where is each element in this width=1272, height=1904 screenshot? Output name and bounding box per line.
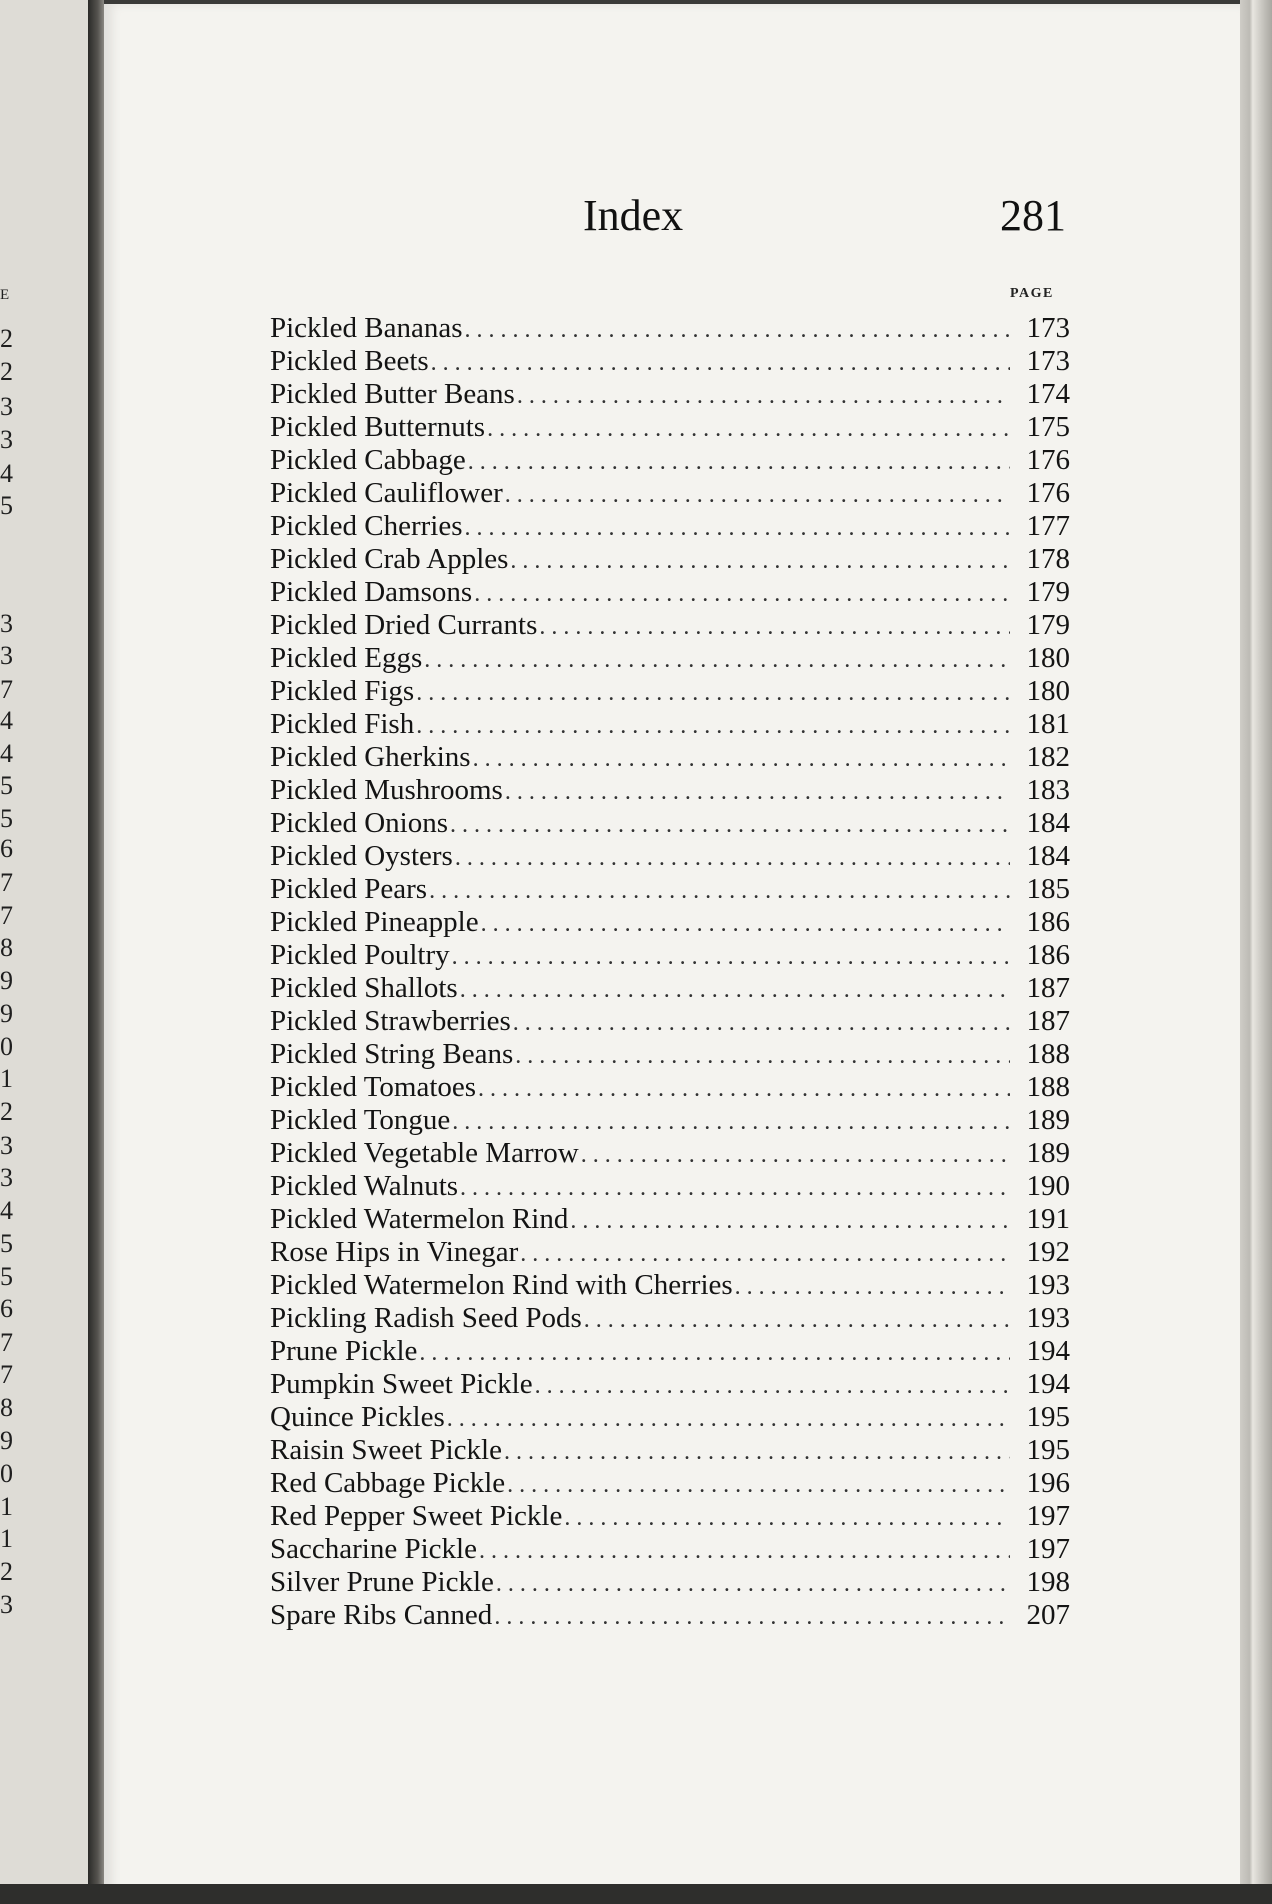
- index-entry: [270, 939, 1070, 972]
- index-entry: [270, 1467, 1070, 1500]
- dot-leader: [424, 644, 1010, 677]
- entry-name: Pickled Butter Beans: [270, 378, 515, 410]
- dot-leader: [481, 908, 1010, 941]
- entry-page: 180: [1026, 675, 1070, 707]
- entry-page: 194: [1026, 1335, 1070, 1367]
- entry-page: 198: [1026, 1566, 1070, 1598]
- entry-page: 179: [1026, 576, 1070, 608]
- left-page-fragment: 3: [0, 1163, 13, 1192]
- left-page-fragment: 3: [0, 1131, 13, 1160]
- entry-name: Pickled Walnuts: [270, 1170, 459, 1202]
- entry-name: Silver Prune Pickle: [270, 1566, 494, 1598]
- entry-page: 189: [1026, 1137, 1070, 1169]
- entry-name: Pickled Bananas: [270, 312, 463, 344]
- index-entry: [270, 411, 1070, 444]
- left-page-fragment: 9: [0, 1426, 13, 1455]
- index-entry: [270, 774, 1070, 807]
- entry-page: 189: [1026, 1104, 1070, 1136]
- left-page-fragment: 7: [0, 868, 13, 897]
- dot-leader: [505, 479, 1010, 512]
- entry-name: Pickled Figs: [270, 675, 415, 707]
- entry-page: 181: [1026, 708, 1070, 740]
- index-entry: [270, 1236, 1070, 1269]
- left-page-fragment: 7: [0, 901, 13, 930]
- entry-page: 182: [1026, 741, 1070, 773]
- index-entry: [270, 1203, 1070, 1236]
- left-page-fragment: 3: [0, 392, 13, 421]
- entry-page: 192: [1026, 1236, 1070, 1268]
- dot-leader: [496, 1568, 1010, 1601]
- book-gutter: [88, 0, 104, 1904]
- entry-page: 195: [1026, 1401, 1070, 1433]
- entry-page: 185: [1026, 873, 1070, 905]
- left-page-fragment: 1: [0, 1524, 13, 1553]
- entry-name: Pickled Cherries: [270, 510, 463, 542]
- entry-page: 183: [1026, 774, 1070, 806]
- left-page-fragment: 7: [0, 675, 13, 704]
- left-page-fragment: 4: [0, 706, 13, 735]
- dot-leader: [535, 1370, 1010, 1403]
- index-entries: [270, 312, 1070, 1632]
- entry-page: 184: [1026, 840, 1070, 872]
- entry-page: 178: [1026, 543, 1070, 575]
- left-page-fragment: 6: [0, 834, 13, 863]
- left-page-fragment: 3: [0, 1590, 13, 1619]
- dot-leader: [452, 1106, 1010, 1139]
- left-page-fragment: 5: [0, 771, 13, 800]
- dot-leader: [460, 1172, 1010, 1205]
- index-entry: [270, 840, 1070, 873]
- index-entry: [270, 708, 1070, 741]
- index-entry: [270, 1071, 1070, 1104]
- index-entry: [270, 873, 1070, 906]
- dot-leader: [431, 347, 1010, 380]
- dot-leader: [416, 677, 1010, 710]
- entry-page: 187: [1026, 972, 1070, 1004]
- entry-name: Pickled Damsons: [270, 576, 473, 608]
- entry-name: Quince Pickles: [270, 1401, 445, 1433]
- entry-name: Prune Pickle: [270, 1335, 418, 1367]
- entry-name: Pickled Poultry: [270, 939, 450, 971]
- index-entry: [270, 1434, 1070, 1467]
- index-entry: [270, 345, 1070, 378]
- index-entry: [270, 378, 1070, 411]
- entry-page: 193: [1026, 1269, 1070, 1301]
- entry-page: 195: [1026, 1434, 1070, 1466]
- dot-leader: [494, 1601, 1010, 1634]
- entry-name: Pickled Pineapple: [270, 906, 479, 938]
- index-entry: [270, 1005, 1070, 1038]
- left-page-fragment: 2: [0, 357, 13, 386]
- index-entry: [270, 1599, 1070, 1632]
- entry-page: 186: [1026, 906, 1070, 938]
- entry-name: Saccharine Pickle: [270, 1533, 477, 1565]
- entry-name: Pickled Gherkins: [270, 741, 471, 773]
- left-page-fragment: 5: [0, 1262, 13, 1291]
- left-page-fragment: 7: [0, 1328, 13, 1357]
- index-entry: [270, 741, 1070, 774]
- dot-leader: [584, 1304, 1010, 1337]
- dot-leader: [504, 1436, 1010, 1469]
- left-page-fragment: 0: [0, 1032, 13, 1061]
- bottom-shadow: [0, 1884, 1272, 1904]
- entry-name: Pumpkin Sweet Pickle: [270, 1368, 533, 1400]
- left-page-fragment: 2: [0, 1557, 13, 1586]
- page-stack-edge: [1240, 0, 1272, 1904]
- page-number: 281: [1000, 191, 1066, 240]
- index-entry: [270, 1170, 1070, 1203]
- entry-page: 180: [1026, 642, 1070, 674]
- entry-page: 184: [1026, 807, 1070, 839]
- entry-name: Pickling Radish Seed Pods: [270, 1302, 582, 1334]
- dot-leader: [450, 809, 1010, 842]
- entry-page: 174: [1026, 378, 1070, 410]
- dot-leader: [570, 1205, 1010, 1238]
- left-page-fragment: 9: [0, 999, 13, 1028]
- index-entry: [270, 642, 1070, 675]
- left-page-fragment: 8: [0, 1393, 13, 1422]
- entry-page: 188: [1026, 1071, 1070, 1103]
- entry-name: Pickled Cauliflower: [270, 477, 503, 509]
- left-page-fragment: 3: [0, 609, 13, 638]
- entry-name: Pickled Cabbage: [270, 444, 466, 476]
- left-page-fragment: 1: [0, 1064, 13, 1093]
- index-entry: [270, 807, 1070, 840]
- entry-name: Pickled Tomatoes: [270, 1071, 477, 1103]
- entry-name: Pickled Strawberries: [270, 1005, 511, 1037]
- dot-leader: [513, 1007, 1010, 1040]
- entry-page: 187: [1026, 1005, 1070, 1037]
- entry-page: 191: [1026, 1203, 1070, 1235]
- entry-name: Pickled Butternuts: [270, 411, 486, 443]
- entry-page: 176: [1026, 444, 1070, 476]
- index-entry: [270, 510, 1070, 543]
- dot-leader: [473, 743, 1010, 776]
- dot-leader: [735, 1271, 1010, 1304]
- index-entry: [270, 477, 1070, 510]
- dot-leader: [474, 578, 1010, 611]
- left-page-fragment: 5: [0, 1229, 13, 1258]
- entry-name: Red Pepper Sweet Pickle: [270, 1500, 563, 1532]
- dot-leader: [455, 842, 1010, 875]
- entry-page: 188: [1026, 1038, 1070, 1070]
- dot-leader: [517, 380, 1010, 413]
- entry-name: Pickled String Beans: [270, 1038, 514, 1070]
- dot-leader: [581, 1139, 1010, 1172]
- left-page-fragment: E: [0, 287, 11, 303]
- dot-leader: [419, 1337, 1010, 1370]
- left-page-fragment: 1: [0, 1492, 13, 1521]
- index-entry: [270, 1335, 1070, 1368]
- entry-name: Pickled Fish: [270, 708, 415, 740]
- dot-leader: [564, 1502, 1010, 1535]
- left-page-fragment: 4: [0, 1196, 13, 1225]
- running-head: Index: [583, 191, 684, 240]
- dot-leader: [460, 974, 1010, 1007]
- entry-page: 173: [1026, 345, 1070, 377]
- left-page-fragment: 6: [0, 1294, 13, 1323]
- left-page-fragment: 3: [0, 425, 13, 454]
- dot-leader: [429, 875, 1010, 908]
- left-page-edge: [0, 0, 95, 1904]
- entry-name: Pickled Dried Currants: [270, 609, 538, 641]
- index-entry: [270, 675, 1070, 708]
- entry-name: Pickled Watermelon Rind: [270, 1203, 569, 1235]
- entry-page: 197: [1026, 1533, 1070, 1565]
- entry-name: Pickled Crab Apples: [270, 543, 509, 575]
- dot-leader: [515, 1040, 1010, 1073]
- entry-page: 186: [1026, 939, 1070, 971]
- entry-name: Pickled Watermelon Rind with Cherries: [270, 1269, 733, 1301]
- entry-page: 193: [1026, 1302, 1070, 1334]
- dot-leader: [478, 1073, 1010, 1106]
- left-page-fragment: 7: [0, 1360, 13, 1389]
- index-entry: [270, 609, 1070, 642]
- index-entry: [270, 1401, 1070, 1434]
- entry-name: Spare Ribs Canned: [270, 1599, 493, 1631]
- dot-leader: [447, 1403, 1010, 1436]
- index-entry: [270, 1302, 1070, 1335]
- entry-name: Raisin Sweet Pickle: [270, 1434, 502, 1466]
- index-entry: [270, 543, 1070, 576]
- index-entry: [270, 1533, 1070, 1566]
- entry-name: Pickled Vegetable Marrow: [270, 1137, 579, 1169]
- entry-page: 177: [1026, 510, 1070, 542]
- left-page-fragment: 4: [0, 459, 13, 488]
- index-entry: [270, 312, 1070, 345]
- index-entry: [270, 1038, 1070, 1071]
- index-entry: [270, 972, 1070, 1005]
- entry-name: Pickled Eggs: [270, 642, 423, 674]
- entry-page: 194: [1026, 1368, 1070, 1400]
- entry-name: Pickled Oysters: [270, 840, 453, 872]
- dot-leader: [487, 413, 1010, 446]
- entry-page: 207: [1026, 1599, 1070, 1631]
- left-page-fragment: 0: [0, 1459, 13, 1488]
- entry-page: 176: [1026, 477, 1070, 509]
- page-column-label: PAGE: [1010, 286, 1054, 301]
- left-page-fragment: 9: [0, 966, 13, 995]
- left-page-fragment: 3: [0, 641, 13, 670]
- entry-name: Pickled Onions: [270, 807, 449, 839]
- dot-leader: [539, 611, 1010, 644]
- dot-leader: [464, 314, 1010, 347]
- entry-name: Pickled Pears: [270, 873, 428, 905]
- entry-name: Pickled Shallots: [270, 972, 458, 1004]
- dot-leader: [416, 710, 1010, 743]
- left-page-fragment: 8: [0, 933, 13, 962]
- entry-page: 175: [1026, 411, 1070, 443]
- entry-name: Pickled Mushrooms: [270, 774, 503, 806]
- dot-leader: [479, 1535, 1010, 1568]
- index-entry: [270, 576, 1070, 609]
- entry-page: 173: [1026, 312, 1070, 344]
- left-page-fragment: 5: [0, 804, 13, 833]
- dot-leader: [507, 1469, 1010, 1502]
- dot-leader: [505, 776, 1010, 809]
- left-page-fragment: 4: [0, 739, 13, 768]
- index-entry: [270, 1137, 1070, 1170]
- entry-page: 179: [1026, 609, 1070, 641]
- left-page-fragment: 2: [0, 324, 13, 353]
- entry-name: Rose Hips in Vinegar: [270, 1236, 519, 1268]
- entry-name: Pickled Beets: [270, 345, 429, 377]
- index-entry: [270, 1368, 1070, 1401]
- dot-leader: [520, 1238, 1010, 1271]
- left-page-fragment: 2: [0, 1097, 13, 1126]
- dot-leader: [510, 545, 1010, 578]
- index-entry: [270, 1269, 1070, 1302]
- index-entry: [270, 444, 1070, 477]
- index-entry: [270, 1500, 1070, 1533]
- entry-page: 196: [1026, 1467, 1070, 1499]
- left-page-fragment: 5: [0, 491, 13, 520]
- dot-leader: [464, 512, 1010, 545]
- dot-leader: [468, 446, 1010, 479]
- entry-name: Pickled Tongue: [270, 1104, 451, 1136]
- index-entry: [270, 1104, 1070, 1137]
- index-entry: [270, 1566, 1070, 1599]
- entry-name: Red Cabbage Pickle: [270, 1467, 506, 1499]
- entry-page: 197: [1026, 1500, 1070, 1532]
- index-entry: [270, 906, 1070, 939]
- entry-page: 190: [1026, 1170, 1070, 1202]
- dot-leader: [452, 941, 1010, 974]
